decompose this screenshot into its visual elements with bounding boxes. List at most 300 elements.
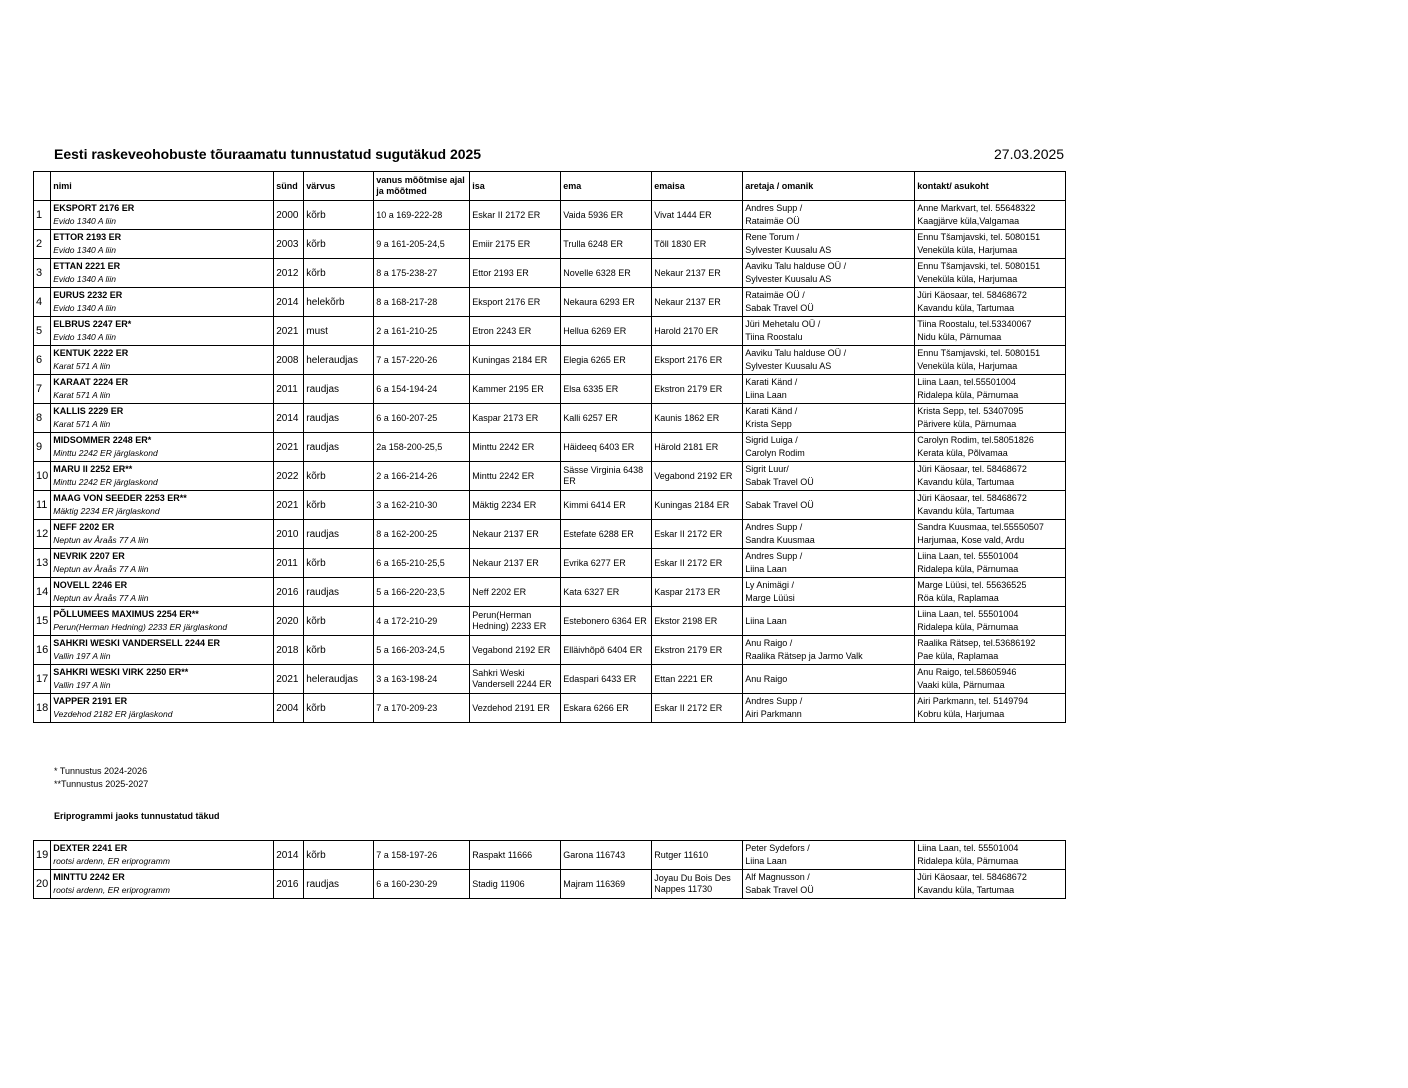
owner: Sandra Kuusmaa [745,535,815,545]
coat-color: kõrb [304,636,374,665]
sire: Eskar II 2172 ER [470,201,561,230]
header-cell-number [34,172,51,201]
stallion-name-cell [51,346,274,375]
sire: Eksport 2176 ER [470,288,561,317]
location: Pärivere küla, Pärnumaa [917,419,1017,429]
row-number: 17 [34,665,51,694]
dam-sire: Kuningas 2184 ER [652,491,743,520]
breeder-owner-cell [743,841,915,870]
stallion-name-cell [51,201,274,230]
header-cell: nimi [51,172,274,201]
birth-year: 2003 [274,230,304,259]
dam-sire: Nekaur 2137 ER [652,259,743,288]
breeder: Anu Raigo [745,673,788,684]
stallion-name: VAPPER 2191 ER [53,696,128,706]
special-stallion-table [33,840,1066,899]
birth-year: 2020 [274,607,304,636]
contact: Raalika Rätsep, tel.53686192 [917,638,1036,648]
stallion-line: Neptun av Åraås 77 A liin [53,593,149,603]
contact: Ennu Tšamjavski, tel. 5080151 [917,348,1041,358]
stallion-line: Perun(Herman Hedning) 2233 ER järglaskond [53,622,228,632]
dam: Hellua 6269 ER [561,317,652,346]
dam-sire: Vivat 1444 ER [652,201,743,230]
dam-sire: Eskar II 2172 ER [652,694,743,723]
stallion-line: Minttu 2242 ER järglaskond [53,448,158,458]
sire: Stadig 11906 [470,870,561,899]
birth-year: 2016 [274,578,304,607]
stallion-name: NEFF 2202 ER [53,522,115,532]
dam-sire: Vegabond 2192 ER [652,462,743,491]
document-date: 27.03.2025 [994,146,1065,162]
table-row [34,665,1066,694]
contact-cell [915,870,1066,899]
table-row [34,375,1066,404]
special-program-title: Eriprogrammi jaoks tunnustatud täkud [54,811,220,821]
sire: Kuningas 2184 ER [470,346,561,375]
contact: Jüri Käosaar, tel. 58468672 [917,872,1027,882]
stallion-name: ETTAN 2221 ER [53,261,121,271]
dam: Edaspari 6433 ER [561,665,652,694]
measurements: 8 a 175-238-27 [374,259,470,288]
stallion-name: KARAAT 2224 ER [53,377,129,387]
contact-cell [915,694,1066,723]
contact-cell [915,607,1066,636]
dam-sire: Rutger 11610 [652,841,743,870]
table-row [34,549,1066,578]
table-row [34,578,1066,607]
footnote: **Tunnustus 2025-2027 [54,779,149,789]
owner: Sabak Travel OÜ [745,477,814,487]
row-number: 12 [34,520,51,549]
breeder: Liina Laan [745,615,787,626]
stallion-line: Karat 571 A liin [53,419,111,429]
stallion-name: NEVRIK 2207 ER [53,551,125,561]
header-cell: aretaja / omanik [743,172,915,201]
sire: Vezdehod 2191 ER [470,694,561,723]
stallion-name: NOVELL 2246 ER [53,580,128,590]
location: Veneküla küla, Harjumaa [917,361,1018,371]
row-number: 9 [34,433,51,462]
sire: Raspakt 11666 [470,841,561,870]
measurements: 7 a 170-209-23 [374,694,470,723]
birth-year: 2011 [274,549,304,578]
measurements: 9 a 161-205-24,5 [374,230,470,259]
location: Nidu küla, Pärnumaa [917,332,1002,342]
breeder: Karati Känd / [745,406,798,416]
measurements: 10 a 169-222-28 [374,201,470,230]
owner: Liina Laan [745,390,787,400]
dam: Elsa 6335 ER [561,375,652,404]
coat-color: heleraudjas [304,346,374,375]
dam: Trulla 6248 ER [561,230,652,259]
stallion-name-cell [51,433,274,462]
contact-cell [915,230,1066,259]
owner: Marge Lüüsi [745,593,795,603]
contact: Liina Laan, tel. 55501004 [917,843,1019,853]
coat-color: must [304,317,374,346]
stallion-line: Neptun av Åraås 77 A liin [53,564,149,574]
stallion-name: ETTOR 2193 ER [53,232,122,242]
table-row [34,520,1066,549]
table-row [34,607,1066,636]
stallion-name: PÕLLUMEES MAXIMUS 2254 ER** [53,609,199,619]
stallion-name-cell [51,375,274,404]
row-number: 2 [34,230,51,259]
sire: Neff 2202 ER [470,578,561,607]
stallion-name-cell [51,607,274,636]
row-number: 18 [34,694,51,723]
owner: Sabak Travel OÜ [745,303,814,313]
contact: Marge Lüüsi, tel. 55636525 [917,580,1027,590]
row-number: 11 [34,491,51,520]
breeder-owner-cell [743,520,915,549]
location: Veneküla küla, Harjumaa [917,245,1018,255]
sire: Etron 2243 ER [470,317,561,346]
breeder: Aaviku Talu halduse OÜ / [745,261,847,271]
birth-year: 2016 [274,870,304,899]
stallion-name-cell [51,665,274,694]
breeder-owner-cell [743,288,915,317]
dam: Nekaura 6293 ER [561,288,652,317]
breeder-owner-cell [743,578,915,607]
contact-cell [915,462,1066,491]
dam-sire: Härold 2181 ER [652,433,743,462]
measurements: 7 a 157-220-26 [374,346,470,375]
coat-color: kõrb [304,694,374,723]
stallion-name: MINTTU 2242 ER [53,872,125,882]
table-row [34,404,1066,433]
stallion-name: SAHKRI WESKI VANDERSELL 2244 ER [53,638,220,648]
stallion-line: Neptun av Åraås 77 A liin [53,535,149,545]
birth-year: 2021 [274,317,304,346]
footnote: * Tunnustus 2024-2026 [54,766,148,776]
birth-year: 2018 [274,636,304,665]
sire: Sahkri Weski Vandersell 2244 ER [470,665,561,694]
measurements: 4 a 172-210-29 [374,607,470,636]
row-number: 6 [34,346,51,375]
dam: Estefate 6288 ER [561,520,652,549]
breeder: Andres Supp / [745,696,803,706]
dam: Sässe Virginia 6438 ER [561,462,652,491]
contact-cell [915,259,1066,288]
row-number: 10 [34,462,51,491]
location: Kobru küla, Harjumaa [917,709,1005,719]
header-cell: emaisa [652,172,743,201]
dam: Garona 116743 [561,841,652,870]
birth-year: 2021 [274,433,304,462]
sire: Perun(Herman Hedning) 2233 ER [470,607,561,636]
birth-year: 2011 [274,375,304,404]
dam-sire: Ekstron 2179 ER [652,636,743,665]
location: Harjumaa, Kose vald, Ardu [917,535,1025,545]
breeder: Alf Magnusson / [745,872,810,882]
coat-color: kõrb [304,607,374,636]
breeder-owner-cell [743,317,915,346]
coat-color: raudjas [304,578,374,607]
location: Ridalepa küla, Pärnumaa [917,856,1019,866]
stallion-name-cell [51,636,274,665]
table-row [34,201,1066,230]
coat-color: raudjas [304,870,374,899]
stallion-name: ELBRUS 2247 ER* [53,319,132,329]
dam: Elegia 6265 ER [561,346,652,375]
breeder-owner-cell [743,259,915,288]
contact-cell [915,841,1066,870]
owner: Sylvester Kuusalu AS [745,274,832,284]
measurements: 5 a 166-220-23,5 [374,578,470,607]
birth-year: 2008 [274,346,304,375]
stallion-line: Karat 571 A liin [53,390,111,400]
contact-cell [915,317,1066,346]
stallion-line: Evido 1340 A liin [53,303,116,313]
sire: Nekaur 2137 ER [470,549,561,578]
contact: Jüri Käosaar, tel. 58468672 [917,464,1027,474]
coat-color: raudjas [304,433,374,462]
table-row [34,841,1066,870]
birth-year: 2014 [274,288,304,317]
coat-color: kõrb [304,259,374,288]
dam: Kalli 6257 ER [561,404,652,433]
contact: Sandra Kuusmaa, tel.55550507 [917,522,1044,532]
coat-color: kõrb [304,491,374,520]
location: Ridalepa küla, Pärnumaa [917,564,1019,574]
owner: Carolyn Rodim [745,448,805,458]
stallion-line: Minttu 2242 ER järglaskond [53,477,158,487]
birth-year: 2021 [274,665,304,694]
birth-year: 2022 [274,462,304,491]
row-number: 15 [34,607,51,636]
stallion-line: Vallin 197 A liin [53,680,111,690]
stallion-name: MARU II 2252 ER** [53,464,133,474]
breeder-owner-cell [743,870,915,899]
stallion-line: Evido 1340 A liin [53,245,116,255]
owner: Krista Sepp [745,419,792,429]
location: Röa küla, Raplamaa [917,593,999,603]
table-row [34,462,1066,491]
table-row [34,694,1066,723]
measurements: 7 a 158-197-26 [374,841,470,870]
dam-sire: Joyau Du Bois Des Nappes 11730 [652,870,743,899]
owner: Airi Parkmann [745,709,802,719]
contact-cell [915,491,1066,520]
stallion-name-cell [51,491,274,520]
coat-color: helekõrb [304,288,374,317]
coat-color: kõrb [304,462,374,491]
contact-cell [915,346,1066,375]
stallion-name: EKSPORT 2176 ER [53,203,135,213]
contact-cell [915,578,1066,607]
breeder-owner-cell [743,491,915,520]
row-number: 8 [34,404,51,433]
measurements: 6 a 160-230-29 [374,870,470,899]
contact: Liina Laan, tel.55501004 [917,377,1016,387]
birth-year: 2004 [274,694,304,723]
dam-sire: Harold 2170 ER [652,317,743,346]
breeder: Sigrid Luiga / [745,435,798,445]
table-row [34,259,1066,288]
dam-sire: Ekstor 2198 ER [652,607,743,636]
measurements: 8 a 162-200-25 [374,520,470,549]
table-row [34,636,1066,665]
breeder-owner-cell [743,346,915,375]
dam: Majram 116369 [561,870,652,899]
dam-sire: Eskar II 2172 ER [652,520,743,549]
stallion-name-cell [51,462,274,491]
dam-sire: Kaunis 1862 ER [652,404,743,433]
measurements: 6 a 160-207-25 [374,404,470,433]
location: Kavandu küla, Tartumaa [917,477,1015,487]
stallion-line: Karat 571 A liin [53,361,111,371]
birth-year: 2012 [274,259,304,288]
stallion-name-cell [51,404,274,433]
dam-sire: Ekstron 2179 ER [652,375,743,404]
measurements: 2 a 166-214-26 [374,462,470,491]
coat-color: kõrb [304,230,374,259]
stallion-name: SAHKRI WESKI VIRK 2250 ER** [53,667,189,677]
coat-color: raudjas [304,375,374,404]
sire: Nekaur 2137 ER [470,520,561,549]
stallion-name-cell [51,578,274,607]
contact: Tiina Roostalu, tel.53340067 [917,319,1032,329]
stallion-name-cell [51,259,274,288]
dam: Estebonero 6364 ER [561,607,652,636]
location: Veneküla küla, Harjumaa [917,274,1018,284]
birth-year: 2021 [274,491,304,520]
location: Kavandu küla, Tartumaa [917,885,1015,895]
contact: Liina Laan, tel. 55501004 [917,609,1019,619]
stallion-name-cell [51,870,274,899]
breeder: Anu Raigo / [745,638,793,648]
contact-cell [915,288,1066,317]
stallion-name-cell [51,549,274,578]
coat-color: raudjas [304,404,374,433]
row-number: 3 [34,259,51,288]
sire: Kammer 2195 ER [470,375,561,404]
header-cell: isa [470,172,561,201]
table-header [34,172,1066,201]
contact-cell [915,433,1066,462]
measurements: 6 a 154-194-24 [374,375,470,404]
contact-cell [915,404,1066,433]
dam: Kimmi 6414 ER [561,491,652,520]
contact-cell [915,549,1066,578]
stallion-table [33,171,1066,723]
stallion-line: Evido 1340 A liin [53,274,116,284]
row-number: 5 [34,317,51,346]
sire: Ettor 2193 ER [470,259,561,288]
sire: Vegabond 2192 ER [470,636,561,665]
stallion-name: MIDSOMMER 2248 ER* [53,435,152,445]
dam: Vaida 5936 ER [561,201,652,230]
contact: Anne Markvart, tel. 55648322 [917,203,1036,213]
dam: Kata 6327 ER [561,578,652,607]
stallion-name-cell [51,230,274,259]
coat-color: kõrb [304,841,374,870]
location: Kavandu küla, Tartumaa [917,303,1015,313]
table-row [34,288,1066,317]
breeder-owner-cell [743,694,915,723]
dam-sire: Ettan 2221 ER [652,665,743,694]
breeder: Jüri Mehetalu OÜ / [745,319,821,329]
sire: Emiir 2175 ER [470,230,561,259]
header-cell: vanus mõõtmise ajal ja mõõtmed [374,172,470,201]
breeder-owner-cell [743,404,915,433]
dam-sire: Tõll 1830 ER [652,230,743,259]
breeder: Karati Känd / [745,377,798,387]
breeder-owner-cell [743,433,915,462]
measurements: 2a 158-200-25,5 [374,433,470,462]
sire: Minttu 2242 ER [470,462,561,491]
measurements: 5 a 166-203-24,5 [374,636,470,665]
breeder-owner-cell [743,462,915,491]
measurements: 3 a 162-210-30 [374,491,470,520]
stallion-name-cell [51,694,274,723]
location: Ridalepa küla, Pärnumaa [917,390,1019,400]
row-number: 14 [34,578,51,607]
breeder: Sabak Travel OÜ [745,499,814,510]
breeder: Rataimäe OÜ / [745,290,805,300]
contact: Jüri Käosaar, tel. 58468672 [917,290,1027,300]
document-title: Eesti raskeveohobuste tõuraamatu tunnustatud sugutäkud 2025 [54,146,482,162]
coat-color: heleraudjas [304,665,374,694]
contact: Carolyn Rodim, tel.58051826 [917,435,1034,445]
dam: Eskara 6266 ER [561,694,652,723]
owner: Sylvester Kuusalu AS [745,361,832,371]
dam: Novelle 6328 ER [561,259,652,288]
dam-sire: Nekaur 2137 ER [652,288,743,317]
breeder: Peter Sydefors / [745,843,810,853]
breeder-owner-cell [743,549,915,578]
contact-cell [915,636,1066,665]
table-row [34,433,1066,462]
owner: Sabak Travel OÜ [745,885,814,895]
dam: Evrika 6277 ER [561,549,652,578]
owner: Liina Laan [745,856,787,866]
breeder-owner-cell [743,375,915,404]
stallion-name: EURUS 2232 ER [53,290,123,300]
stallion-name-cell [51,288,274,317]
stallion-name: MAAG VON SEEDER 2253 ER** [53,493,187,503]
contact-cell [915,201,1066,230]
table-row [34,317,1066,346]
birth-year: 2010 [274,520,304,549]
stallion-line: rootsi ardenn, ER eriprogramm [53,856,170,866]
location: Ridalepa küla, Pärnumaa [917,622,1019,632]
measurements: 3 a 163-198-24 [374,665,470,694]
row-number: 16 [34,636,51,665]
coat-color: kõrb [304,201,374,230]
location: Kaagjärve küla,Valgamaa [917,216,1020,226]
header-cell: värvus [304,172,374,201]
stallion-name: KALLIS 2229 ER [53,406,124,416]
contact: Krista Sepp, tel. 53407095 [917,406,1024,416]
breeder: Andres Supp / [745,522,803,532]
breeder: Aaviku Talu halduse OÜ / [745,348,847,358]
measurements: 6 a 165-210-25,5 [374,549,470,578]
breeder-owner-cell [743,230,915,259]
breeder: Ly Animägi / [745,580,794,590]
stallion-name-cell [51,520,274,549]
stallion-name: DEXTER 2241 ER [53,843,128,853]
stallion-line: rootsi ardenn, ER eriprogramm [53,885,170,895]
row-number: 4 [34,288,51,317]
owner: Liina Laan [745,564,787,574]
location: Kavandu küla, Tartumaa [917,506,1015,516]
breeder: Rene Torum / [745,232,800,242]
dam: Elläivhõpõ 6404 ER [561,636,652,665]
contact: Ennu Tšamjavski, tel. 5080151 [917,261,1041,271]
breeder: Andres Supp / [745,203,803,213]
